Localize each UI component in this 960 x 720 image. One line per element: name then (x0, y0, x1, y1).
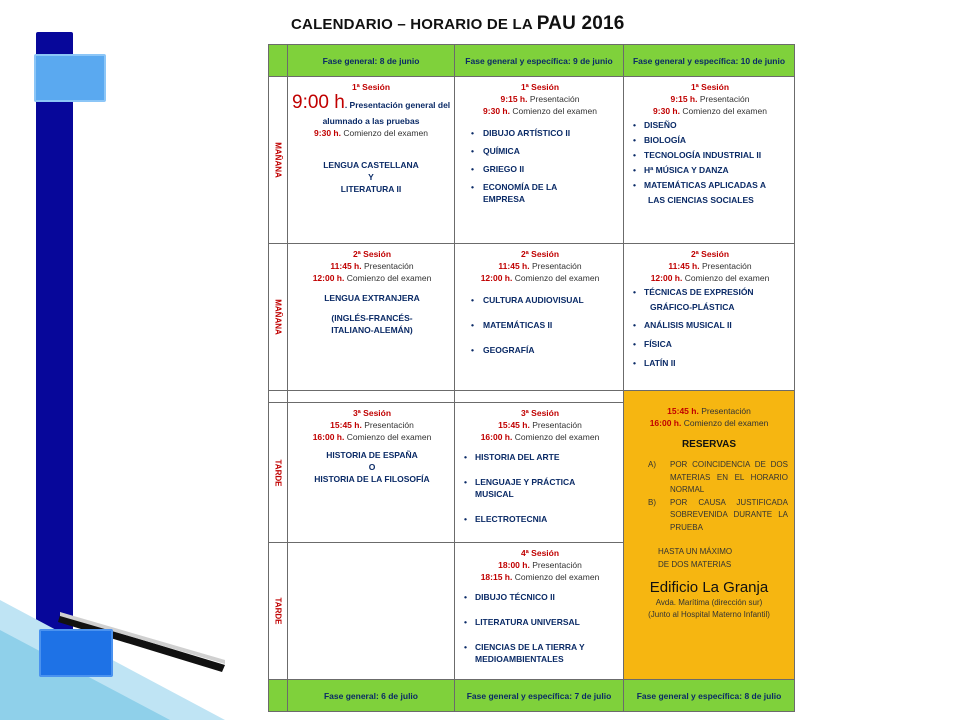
subject-line: ITALIANO-ALEMÁN) (331, 325, 413, 335)
subject-item: • MATEMÁTICAS II (461, 319, 619, 331)
header-row (269, 45, 795, 77)
subject-item: • GRIEGO II (461, 163, 619, 175)
reserva-letter: B) (648, 497, 656, 507)
building-address-note: (Junto al Hospital Materno Infantil) (648, 610, 770, 619)
spacer-row (269, 391, 795, 403)
decorative-square-bottom (39, 629, 113, 677)
session-label: 4ª Sesión (520, 548, 560, 558)
session-row-2 (269, 244, 795, 391)
subject-item-continuation: GRÁFICO-PLÁSTICA (650, 302, 735, 312)
spacer-cell (455, 391, 624, 403)
presentation-time: 15:45 h. (498, 420, 530, 430)
building-address: Avda. Marítima (dirección sur) (655, 598, 763, 607)
cell-r2-c2 (455, 244, 624, 391)
decorative-square-top (34, 54, 106, 102)
session-row-1 (269, 77, 795, 244)
title-emphasis: PAU 2016 (536, 13, 625, 34)
subject-item: • CIENCIAS DE LA TIERRA Y MEDIOAMBIENTALES (461, 641, 619, 665)
subject-line: LITERATURA II (340, 184, 402, 194)
subject-item: • HISTORIA DEL ARTE (461, 451, 619, 463)
side-label: MAÑANA (273, 142, 283, 178)
presentation-time: 15:45 h. (330, 420, 362, 430)
subject-item: • ANÁLISIS MUSICAL II (630, 319, 790, 331)
subject-line: (INGLÉS-FRANCÉS- (331, 313, 413, 323)
subject-line: HISTORIA DE ESPAÑA (326, 450, 418, 460)
subject-item: • Hª MÚSICA Y DANZA (630, 164, 790, 176)
cell-r1-c1 (288, 77, 455, 244)
title-prefix: CALENDARIO – HORARIO DE LA (291, 16, 537, 33)
cell-r3-c2 (455, 403, 624, 543)
subject-item-continuation: LAS CIENCIAS SOCIALES (648, 195, 754, 205)
start-time-large: 9:00 h (292, 92, 345, 113)
subject-item: • CULTURA AUDIOVISUAL (461, 294, 619, 306)
exam-start-label: Comienzo del examen (346, 273, 432, 283)
cell-r4-c2 (455, 543, 624, 680)
spacer-cell (269, 391, 288, 403)
subject-item: • FÍSICA (630, 338, 790, 350)
building-name: Edificio La Granja (649, 579, 769, 596)
presentation-time: 11:45 h. (498, 261, 530, 271)
exam-start-time: 9:30 h. (653, 106, 680, 116)
exam-start-time: 12:00 h. (312, 273, 345, 283)
presentation-time: 11:45 h. (330, 261, 362, 271)
subject-line: Y (368, 172, 374, 182)
exam-start-label: Comienzo del examen (343, 128, 428, 138)
exam-start-label: Comienzo del examen (682, 106, 767, 116)
exam-start-label: Comienzo del examen (684, 273, 770, 283)
exam-start-time: 9:30 h. (483, 106, 510, 116)
presentation-time: 18:00 h. (498, 560, 530, 570)
exam-start-time: 16:00 h. (649, 418, 682, 428)
presentation-time: 9:15 h. (670, 94, 698, 104)
subject-item: • BIOLOGÍA (630, 134, 790, 146)
side-label-cell-4 (269, 543, 288, 680)
reserva-max-line: HASTA UN MÁXIMO (658, 547, 733, 556)
subject-line: O (368, 462, 376, 472)
subject-item: • LENGUAJE Y PRÁCTICA MUSICAL (461, 476, 619, 500)
subject-item: • LATÍN II (630, 357, 790, 369)
exam-start-time: 16:00 h. (480, 432, 513, 442)
header-corner (269, 45, 288, 77)
session-label: 1ª Sesión (351, 82, 391, 92)
presentation-label: Presentación (364, 420, 414, 430)
presentation-label: Presentación (701, 406, 751, 416)
cell-r3-c1 (288, 403, 455, 543)
reserva-item-b (630, 497, 788, 535)
exam-start-time: 16:00 h. (312, 432, 345, 442)
exam-start-label: Comienzo del examen (514, 432, 600, 442)
subject-item: • GEOGRAFÍA (461, 344, 619, 356)
subject-item: • ECONOMÍA DE LA EMPRESA (461, 181, 619, 205)
footer-col1: Fase general: 6 de julio (288, 680, 455, 712)
exam-start-label: Comienzo del examen (346, 432, 432, 442)
reservas-cell (624, 391, 795, 680)
exam-start-label: Comienzo del examen (512, 106, 597, 116)
session-label: 1ª Sesión (520, 82, 560, 92)
page-title (291, 13, 625, 35)
cell-r4-c1-empty (288, 543, 455, 680)
footer-row (269, 680, 795, 712)
cell-r1-c3 (624, 77, 795, 244)
exam-start-label: Comienzo del examen (683, 418, 769, 428)
footer-corner (269, 680, 288, 712)
session-label: 2ª Sesión (690, 249, 730, 259)
session-label: 3ª Sesión (352, 408, 392, 418)
reserva-max-line: DE DOS MATERIAS (658, 559, 732, 569)
subject-item: • DIBUJO TÉCNICO II (461, 591, 619, 603)
cell-r1-c2 (455, 77, 624, 244)
session-label: 3ª Sesión (520, 408, 560, 418)
side-label-cell-1 (269, 77, 288, 244)
reserva-text: POR COINCIDENCIA DE DOS MATERIAS EN EL HORARIO NORMAL (670, 460, 788, 494)
exam-start-time: 9:30 h. (314, 128, 341, 138)
reserva-max (630, 546, 788, 571)
cell-r2-c1 (288, 244, 455, 391)
exam-start-time: 18:15 h. (480, 572, 513, 582)
side-label: MAÑANA (273, 299, 283, 335)
header-col1: Fase general: 8 de junio (288, 45, 455, 77)
exam-start-time: 12:00 h. (480, 273, 513, 283)
presentation-label: Presentación (701, 261, 752, 271)
reserva-item-a (630, 459, 788, 497)
side-label-cell-2 (269, 244, 288, 391)
subject-line: LENGUA CASTELLANA (323, 160, 419, 170)
footer-col2: Fase general y específica: 7 de julio (455, 680, 624, 712)
presentation-label: Presentación (532, 560, 582, 570)
subject-item: • TECNOLOGÍA INDUSTRIAL II (630, 149, 790, 161)
subject-line: HISTORIA DE LA FILOSOFÍA (314, 474, 430, 484)
subject-item: • ELECTROTECNIA (461, 513, 619, 525)
subject-item: • MATEMÁTICAS APLICADAS A (630, 179, 790, 191)
presentation-time: 11:45 h. (668, 261, 700, 271)
subject-item: • LITERATURA UNIVERSAL (461, 616, 619, 628)
reservas-title: RESERVAS (681, 439, 737, 450)
presentation-label: Presentación (529, 94, 580, 104)
exam-start-time: 12:00 h. (650, 273, 683, 283)
presentation-time: 15:45 h. (667, 406, 699, 416)
presentation-label: Presentación (699, 94, 750, 104)
session-label: 2ª Sesión (520, 249, 560, 259)
session-label: 2ª Sesión (352, 249, 392, 259)
presentation-label: Presentación (532, 420, 582, 430)
schedule-table (268, 44, 795, 712)
reserva-text: POR CAUSA JUSTIFICADA SOBREVENIDA DURANTE LA PRUEBA (670, 497, 788, 532)
reserva-letter: A) (648, 460, 656, 469)
subject-item: • DIBUJO ARTÍSTICO II (461, 127, 619, 139)
exam-start-label: Comienzo del examen (514, 273, 600, 283)
subject-item: • DISEÑO (630, 119, 790, 131)
exam-start-label: Comienzo del examen (514, 572, 600, 582)
cell-r2-c3 (624, 244, 795, 391)
header-col3: Fase general y específica: 10 de junio (624, 45, 795, 77)
subject-item: • QUÍMICA (461, 145, 619, 157)
side-label-cell-3 (269, 403, 288, 543)
side-label: TARDE (273, 459, 283, 486)
subject-line: LENGUA EXTRANJERA (324, 293, 420, 303)
header-col2: Fase general y específica: 9 de junio (455, 45, 624, 77)
presentation-time: 9:15 h. (500, 94, 528, 104)
general-presentation-text: . Presentación general del (344, 100, 451, 110)
spacer-cell (288, 391, 455, 403)
session-label: 1ª Sesión (690, 82, 730, 92)
presentation-label: Presentación (531, 261, 582, 271)
footer-col3: Fase general y específica: 8 de julio (624, 680, 795, 712)
general-presentation-text-2: alumnado a las pruebas (322, 116, 420, 126)
subject-item: • TÉCNICAS DE EXPRESIÓN (630, 286, 790, 298)
side-label: TARDE (273, 597, 283, 625)
presentation-label: Presentación (363, 261, 414, 271)
